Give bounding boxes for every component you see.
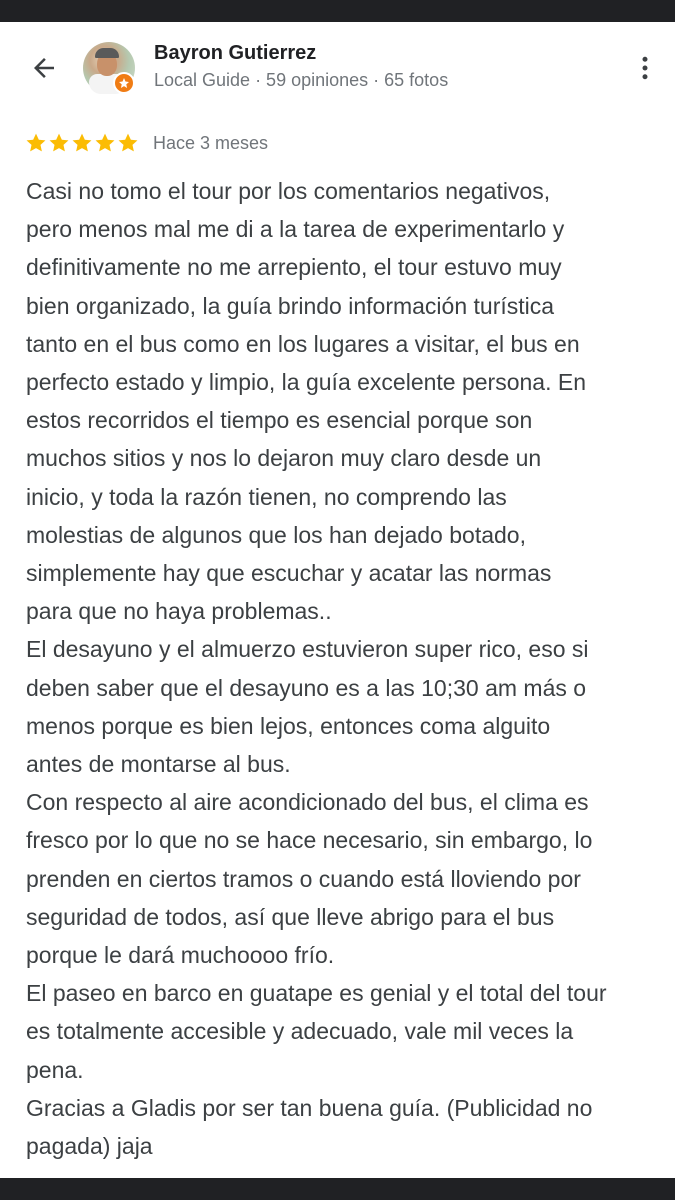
back-button[interactable] xyxy=(26,50,62,86)
more-options-button[interactable] xyxy=(628,50,662,86)
local-guide-badge-icon xyxy=(113,72,135,94)
review-line: El desayuno y el almuerzo estuvieron super rico, eso si xyxy=(26,636,589,663)
review-line: prenden en ciertos tramos o cuando está lloviendo por xyxy=(26,865,581,892)
review-line: Casi no tomo el tour por los comentarios negativos, xyxy=(26,178,551,204)
review-line: molestias de algunos que los han dejado botado, xyxy=(26,521,526,548)
review-line: Con respecto al aire acondicionado del bus, el clima es xyxy=(26,789,589,816)
review-line: pero menos mal me di a la tarea de experimentarlo y xyxy=(26,216,565,243)
review-line: El paseo en barco en guatape es genial y el total del tour xyxy=(26,980,607,1007)
rating-row xyxy=(25,130,268,156)
status-bar xyxy=(0,0,675,22)
star-icon xyxy=(48,132,70,154)
review-line: definitivamente no me arrepiento, el tour estuvo muy xyxy=(26,254,562,281)
review-line: es totalmente accesible y adecuado, vale mil veces la xyxy=(26,1018,574,1045)
review-line: seguridad de todos, así que lleve abrigo para el bus xyxy=(26,903,555,930)
star-icon xyxy=(25,132,47,154)
review-line: fresco por lo que no se hace necesario, sin embargo, lo xyxy=(26,827,593,854)
navigation-bar xyxy=(0,1178,675,1200)
arrow-left-icon xyxy=(29,53,59,83)
review-line: inicio, y toda la razón tienen, no comprendo las xyxy=(26,483,507,510)
review-line: Gracias a Gladis por ser tan buena guía. (Publicidad no xyxy=(26,1094,593,1121)
user-meta: Local Guide · 59 opiniones · 65 fotos xyxy=(154,70,449,90)
review-header xyxy=(0,22,675,117)
star-rating xyxy=(25,132,139,154)
star-icon xyxy=(117,132,139,154)
review-line: antes de montarse al bus. xyxy=(26,751,291,778)
star-icon xyxy=(94,132,116,154)
review-line: perfecto estado y limpio, la guía excelente persona. En xyxy=(26,369,587,396)
review-line: muchos sitios y nos lo dejaron muy claro desde un xyxy=(26,445,542,472)
more-vert-icon xyxy=(630,53,660,83)
user-name[interactable]: Bayron Gutierrez xyxy=(154,42,317,64)
review-text xyxy=(26,172,666,1165)
star-icon xyxy=(71,132,93,154)
review-line: tanto en el bus como en los lugares a visitar, el bus en xyxy=(26,330,580,357)
review-line: porque le dará muchoooo frío. xyxy=(26,942,335,969)
review-line: bien organizado, la guía brindo información turística xyxy=(26,292,555,319)
review-line: estos recorridos el tiempo es esencial porque son xyxy=(26,407,533,434)
review-time: Hace 3 meses xyxy=(153,132,269,153)
review-line: pena. xyxy=(26,1056,84,1083)
review-line: deben saber que el desayuno es a las 10;30 am más o xyxy=(26,674,587,701)
review-line: simplemente hay que escuchar y acatar las normas xyxy=(26,560,552,587)
review-line: para que no haya problemas.. xyxy=(26,598,332,625)
review-line: menos porque es bien lejos, entonces coma alguito xyxy=(26,712,551,739)
review-line: pagada) jaja xyxy=(26,1133,153,1160)
